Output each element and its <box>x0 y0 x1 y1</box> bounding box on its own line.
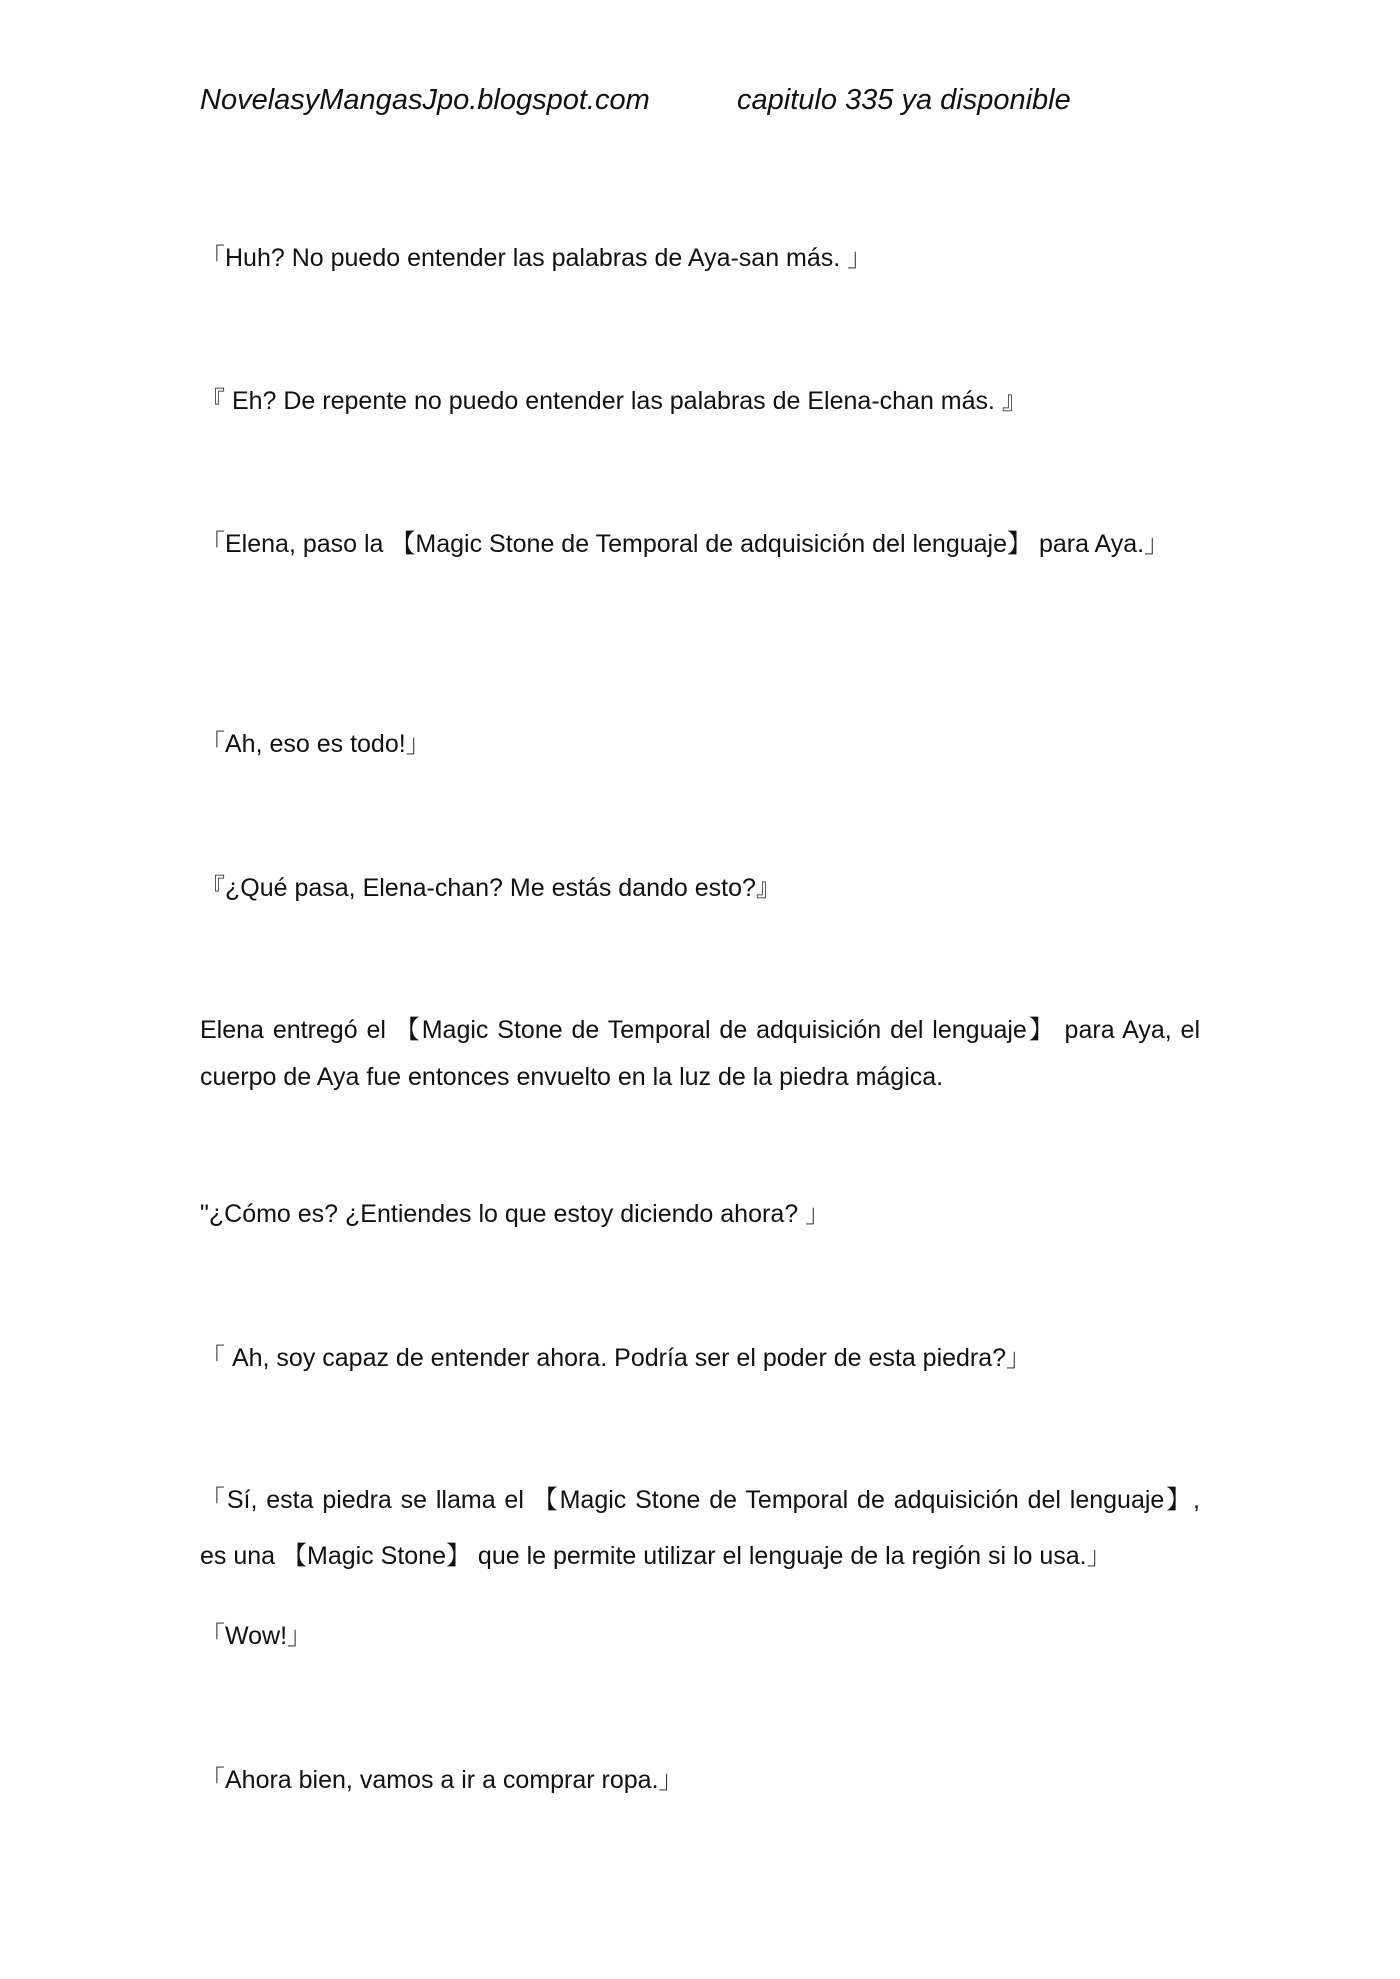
paragraph-2: 『 Eh? De repente no puedo entender las palabras de Elena-chan más. 』 <box>200 387 1027 415</box>
site-name: NovelasyMangasJpo.blogspot.com <box>200 84 650 116</box>
paragraph-9: 「Sí, esta piedra se llama el 【Magic Stone de Temporal de adquisición del lenguaje】, es una 【Magic Stone】 que le permite utilizar el lenguaje de la región si lo usa.」 <box>200 1486 1200 1570</box>
paragraph-8: 「 Ah, soy capaz de entender ahora. Podría ser el poder de esta piedra?」 <box>200 1344 1032 1372</box>
chapter-notice: capitulo 335 ya disponible <box>737 84 1071 116</box>
paragraph-1: 「Huh? No puedo entender las palabras de Aya-san más. 」 <box>200 244 873 272</box>
paragraph-10: 「Wow!」 <box>200 1622 313 1650</box>
paragraph-3: 「Elena, paso la 【Magic Stone de Temporal de adquisición del lenguaje】 para Aya.」 <box>200 530 1170 558</box>
paragraph-4: 「Ah, eso es todo!」 <box>200 730 431 758</box>
paragraph-7: "¿Cómo es? ¿Entiendes lo que estoy diciendo ahora? 」 <box>200 1200 831 1228</box>
page-header <box>200 84 1200 117</box>
paragraph-6: Elena entregó el 【Magic Stone de Temporal de adquisición del lenguaje】 para Aya, el cuerpo de Aya fue entonces envuelto en la luz de la piedra mágica. <box>200 1016 1200 1091</box>
paragraph-5: 『¿Qué pasa, Elena-chan? Me estás dando esto?』 <box>200 874 781 902</box>
paragraph-11: 「Ahora bien, vamos a ir a comprar ropa.」 <box>200 1766 684 1794</box>
